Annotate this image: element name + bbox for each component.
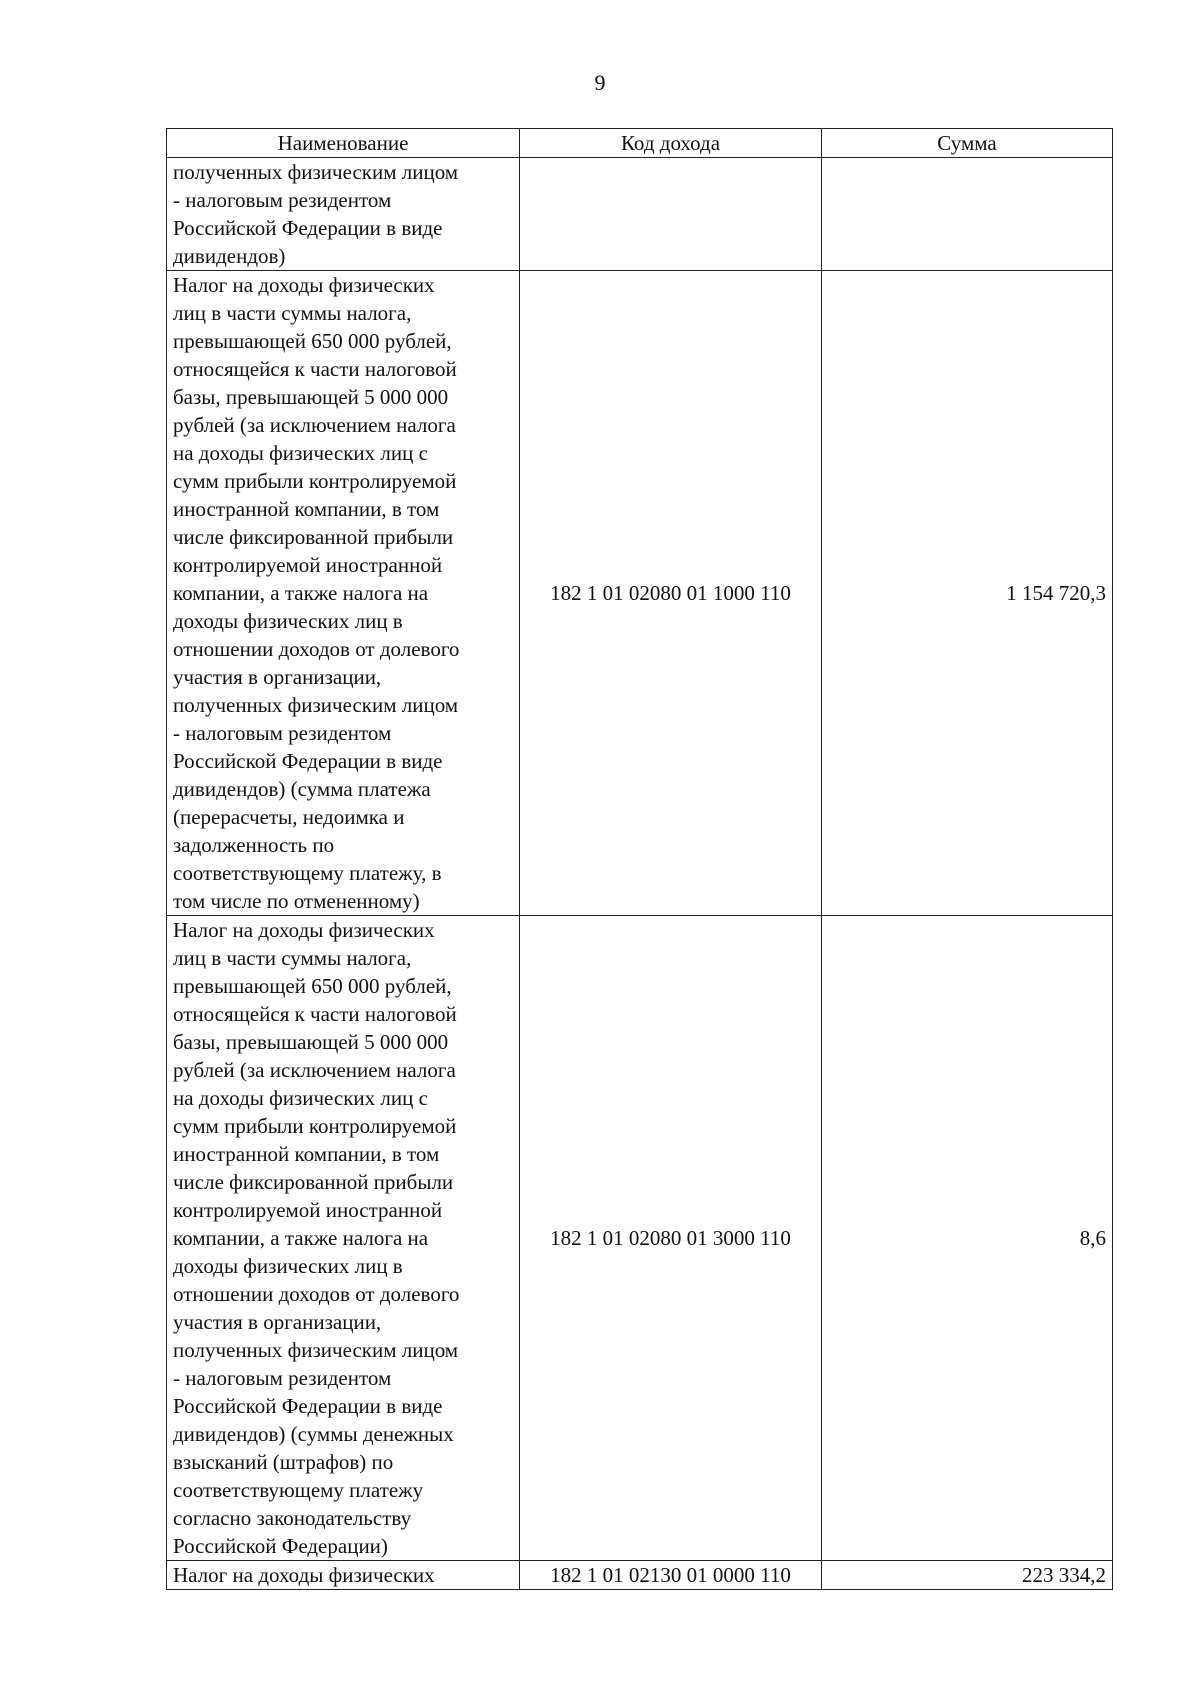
row-name-cell: полученных физическим лицом - налоговым резидентом Российской Федерации в виде дивидендов) xyxy=(167,158,520,271)
table-row xyxy=(167,271,1113,916)
row-name-cell: Налог на доходы физических лиц в части суммы налога, превышающей 650 000 рублей, относящейся к части налоговой базы, превышающей 5 000 000 рублей (за исключением налога на доходы физических лиц с сумм прибыли контролируемой иностранной компании, в том числе фиксированной прибыли контролируемой иностранной компании, а также налога на доходы физических лиц в отношении доходов от долевого участия в организации, полученных физическим лицом - налоговым резидентом Российской Федерации в виде дивидендов) (суммы денежных взысканий (штрафов) по соответствующему платежу согласно законодательству Российской Федерации) xyxy=(167,916,520,1561)
row-sum-cell: 8,6 xyxy=(822,916,1113,1561)
row-name-cell: Налог на доходы физических xyxy=(167,1561,520,1590)
header-sum: Сумма xyxy=(822,129,1113,158)
row-code-cell xyxy=(520,158,822,271)
row-name-cell: Налог на доходы физических лиц в части суммы налога, превышающей 650 000 рублей, относящейся к части налоговой базы, превышающей 5 000 000 рублей (за исключением налога на доходы физических лиц с сумм прибыли контролируемой иностранной компании, в том числе фиксированной прибыли контролируемой иностранной компании, а также налога на доходы физических лиц в отношении доходов от долевого участия в организации, полученных физическим лицом - налоговым резидентом Российской Федерации в виде дивидендов) (сумма платежа (перерасчеты, недоимка и задолженность по соответствующему платежу, в том числе по отмененному) xyxy=(167,271,520,916)
revenue-table xyxy=(166,128,1113,1590)
header-code: Код дохода xyxy=(520,129,822,158)
row-sum-cell xyxy=(822,158,1113,271)
table-row xyxy=(167,916,1113,1561)
table-row xyxy=(167,158,1113,271)
row-sum-cell: 223 334,2 xyxy=(822,1561,1113,1590)
row-code-cell: 182 1 01 02130 01 0000 110 xyxy=(520,1561,822,1590)
row-sum-cell: 1 154 720,3 xyxy=(822,271,1113,916)
page-number: 9 xyxy=(594,70,606,95)
header-name: Наименование xyxy=(167,129,520,158)
table-header-row xyxy=(167,129,1113,158)
row-code-cell: 182 1 01 02080 01 1000 110 xyxy=(520,271,822,916)
row-code-cell: 182 1 01 02080 01 3000 110 xyxy=(520,916,822,1561)
table-row xyxy=(167,1561,1113,1590)
